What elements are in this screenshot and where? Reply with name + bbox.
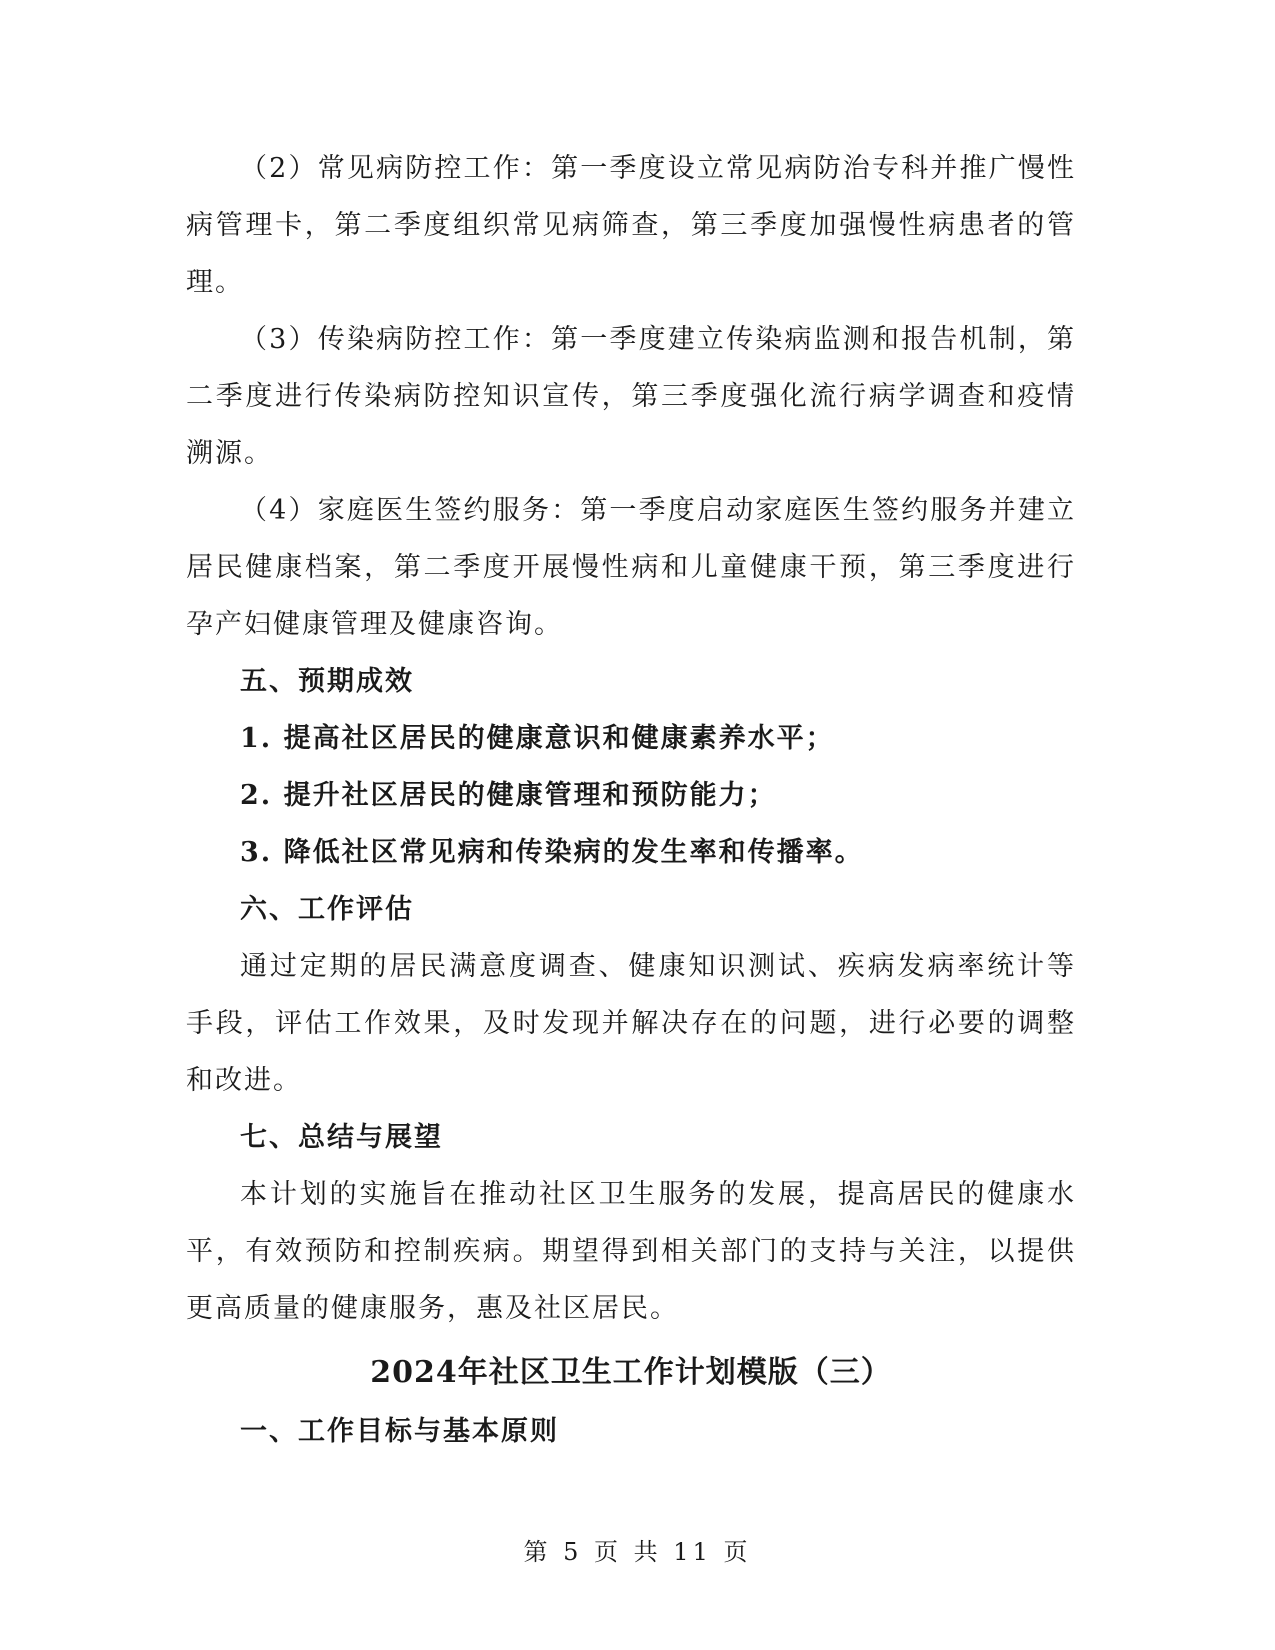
section-5-item-1: 1. 提高社区居民的健康意识和健康素养水平； (240, 723, 835, 754)
section-7-heading: 七、总结与展望 (240, 1122, 443, 1153)
next-document-title: 2024年社区卫生工作计划模版（三） (370, 1355, 892, 1390)
paragraph-common-disease: （2）常见病防控工作：第一季度设立常见病防治专科并推广慢性病管理卡，第二季度组织常见病筛查，第三季度加强慢性病患者的管理。 (186, 153, 1076, 298)
page-footer: 第 5 页 共 11 页 (523, 1538, 752, 1566)
paragraph-family-doctor: （4）家庭医生签约服务：第一季度启动家庭医生签约服务并建立居民健康档案，第二季度开展慢性病和儿童健康干预，第三季度进行孕产妇健康管理及健康咨询。 (186, 495, 1076, 640)
section-5-item-3: 3. 降低社区常见病和传染病的发生率和传播率。 (240, 837, 864, 868)
paragraph-infectious-disease: （3）传染病防控工作：第一季度建立传染病监测和报告机制，第二季度进行传染病防控知识宣传，第三季度强化流行病学调查和疫情溯源。 (186, 324, 1076, 469)
section-5-item-2: 2. 提升社区居民的健康管理和预防能力； (240, 780, 777, 811)
section-6-heading: 六、工作评估 (240, 894, 414, 925)
document-content (186, 140, 1076, 1460)
section-6-body: 通过定期的居民满意度调查、健康知识测试、疾病发病率统计等手段，评估工作效果，及时发现并解决存在的问题，进行必要的调整和改进。 (186, 951, 1076, 1096)
section-7-body: 本计划的实施旨在推动社区卫生服务的发展，提高居民的健康水平，有效预防和控制疾病。期望得到相关部门的支持与关注，以提供更高质量的健康服务，惠及社区居民。 (186, 1179, 1076, 1324)
next-document-section-1-heading: 一、工作目标与基本原则 (240, 1416, 559, 1447)
section-5-heading: 五、预期成效 (240, 666, 414, 697)
